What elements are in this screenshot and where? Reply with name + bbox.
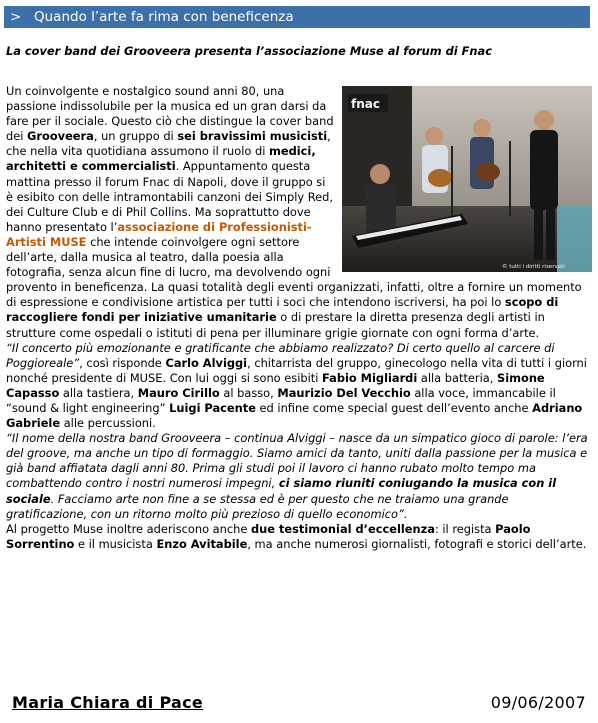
paragraph-intro: Un coinvolgente e nostalgico sound anni 80, una passione indissolubile per la musica ed un gran darsi da fare per il sociale. Questo ciò che distingue la cover band dei Grooveera, un gruppo di sei bravissimi musicisti, che nella vita quotidiana assumono il ruolo di medici, architetti e commercialisti. Appuntamento questa mattina presso il forum Fnac di Napoli, dove il gruppo si è esibito con delle intramontabili canzoni dei Simply Red, dei Culture Club e di Phil Collins. Ma soprattutto dove hanno presentato l’associazione di Professionisti-Artisti MUSE che intende coinvolgere ogni settore dell’arte, dalla musica al teatro, dalla poesia alla fotografia, senza alcun fine di lucro, ma devolvendo ogni provento in beneficenza. La quasi totalità degli eventi organizzati, infatti, oltre a fornire un momento di espressione e condivisione artistica per tutti i soci che intendono iscriversi, ha poi lo scopo di raccogliere fondi per iniziative umanitarie o di prestare la diretta presenza degli artisti in strutture come ospedali o istituti di pena per illuminare grigie giornate con ogni forma d’arte. <box>6 84 582 340</box>
muse-association-highlight: associazione di Professionisti-Artisti MUSE <box>6 219 312 249</box>
article-title: Quando l’arte fa rima con beneficenza <box>34 9 294 25</box>
fnac-sign: fnac <box>351 97 380 111</box>
article-header-bar <box>4 6 590 28</box>
article-body <box>6 84 592 624</box>
band-performance-photo <box>342 86 592 272</box>
paragraph-interview: “Il concerto più emozionante e gratificante che abbiamo realizzato? Di certo quello al carcere di Poggioreale”, così risponde Carlo Alviggi, chitarrista del gruppo, ginecologo nella vita di tutti i giorni nonché presidente di MUSE. Con lui oggi si sono esibiti Fabio Migliardi alla batteria, Simone Capasso alla tastiera, Mauro Cirillo al basso, Maurizio Del Vecchio alla voce, immancabile il “sound & light engineering” Luigi Pacente ed infine come special guest dell’evento anche Adriano Gabriele alle percussioni. <box>6 340 587 431</box>
publish-date: 09/06/2007 <box>490 693 586 712</box>
article-subtitle: La cover band dei Grooveera presenta l’associazione Muse al forum di Fnac <box>6 44 492 58</box>
paragraph-quote: “Il nome della nostra band Grooveera – continua Alviggi – nasce da un simpatico gioco di parole: l’era del groove, ma anche un tipo di formaggio. Siamo amici da tanto, uniti dalla passione per la musica e già band affiatata dagli anni 80. Prima gli studi poi il lavoro ci hanno rubato molto tempo ma combattendo contro i nostri numerosi impegni, ci siamo riuniti coniugando la musica con il sociale. Facciamo arte non fine a se stessa ed è per questo che ne traiamo una grande gratificazione, con un ritorno molto più prezioso di quello economico”. <box>6 431 588 521</box>
photo-watermark: © tutti i diritti riservati <box>502 264 565 270</box>
arrow-icon: > <box>10 9 22 25</box>
paragraph-testimonials: Al progetto Muse inoltre aderiscono anche due testimonial d’eccellenza: il regista Paolo Sorrentino e il musicista Enzo Avitabile, ma anche numerosi giornalisti, fotografi e storici dell’arte. <box>6 521 587 551</box>
band-name: Grooveera <box>27 129 94 144</box>
author-name: Maria Chiara di Pace <box>12 693 204 712</box>
